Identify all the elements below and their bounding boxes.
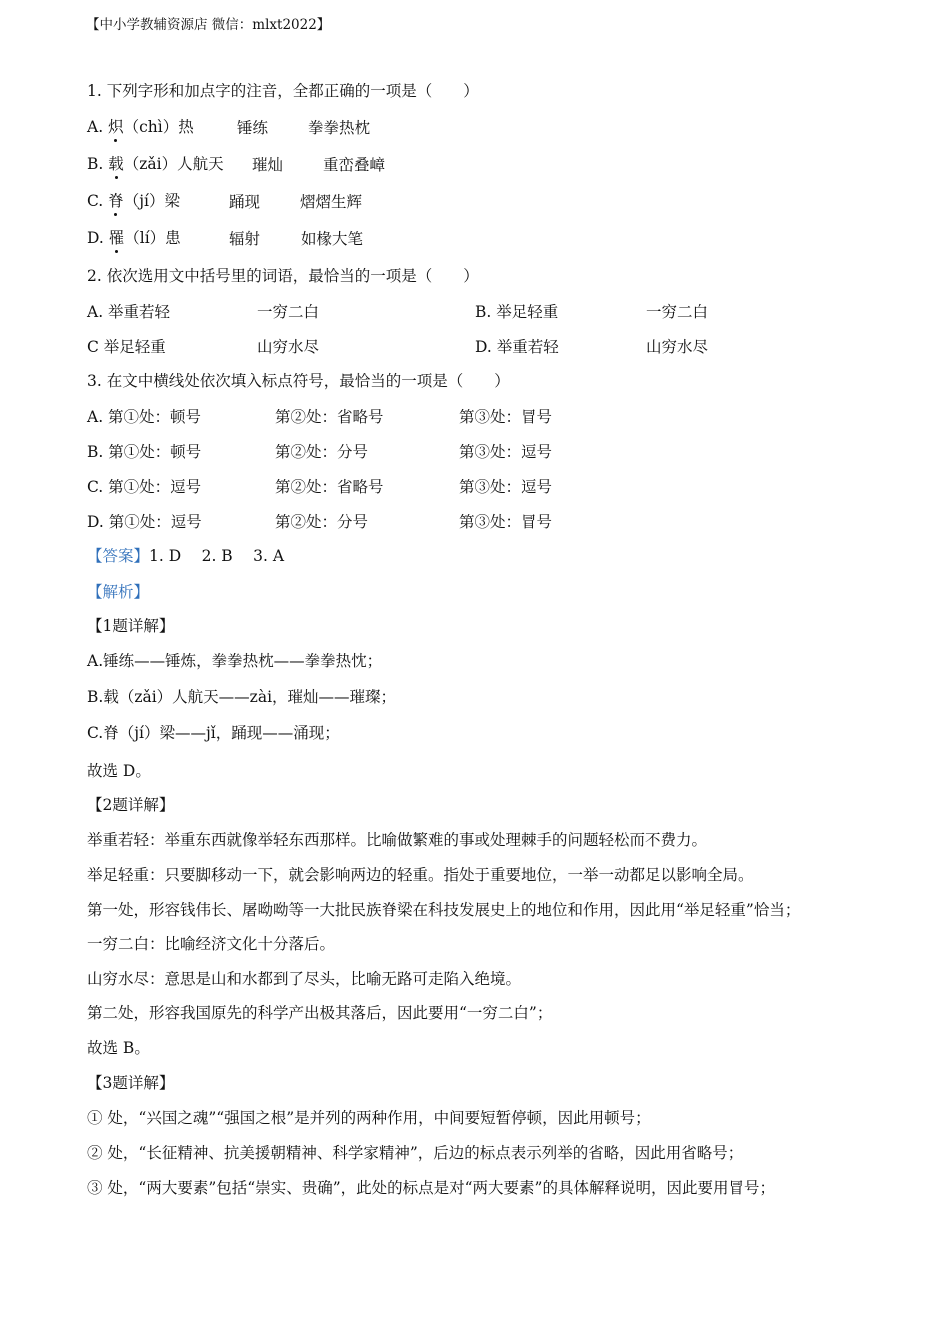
q1-c-word-3: 熠熠生辉 bbox=[300, 193, 363, 211]
q1-a-word-2: 锤练 bbox=[237, 119, 269, 137]
pinyin: （chì）热 bbox=[123, 118, 194, 136]
detail-2-line: 举重若轻：举重东西就像举轻东西那样。比喻做繁难的事或处理棘手的问题轻松而不费力。 bbox=[87, 831, 708, 849]
q2-option-a-word-2: 一穷二白 bbox=[257, 303, 320, 321]
question-2-stem: 2. 依次选用文中括号里的词语，最恰当的一项是（ ） bbox=[87, 267, 479, 285]
q3-option-d-part-2: 第②处：分号 bbox=[275, 513, 369, 531]
q1-option-d bbox=[87, 227, 181, 249]
q1-d-word-2: 辐射 bbox=[229, 230, 261, 248]
detail-2-line: 一穷二白：比喻经济文化十分落后。 bbox=[87, 935, 336, 953]
q2-option-a-word-1: A. 举重若轻 bbox=[87, 303, 171, 321]
q3-option-d-part-3: 第③处：冒号 bbox=[459, 513, 553, 531]
option-letter: A. bbox=[87, 118, 109, 136]
dotted-char: 罹 bbox=[108, 229, 125, 247]
q1-b-word-2: 璀灿 bbox=[252, 156, 284, 174]
q3-option-d-part-1: D. 第①处：逗号 bbox=[87, 513, 202, 531]
answer-label: 【答案】 bbox=[87, 547, 150, 565]
dotted-char: 载 bbox=[108, 155, 124, 173]
option-letter: C. bbox=[87, 192, 109, 210]
q3-option-a-part-2: 第②处：省略号 bbox=[275, 408, 384, 426]
page-header: 【中小学教辅资源店 微信：mlxt2022】 bbox=[86, 17, 331, 33]
detail-2-conclusion: 故选 B。 bbox=[87, 1039, 150, 1057]
q3-option-c-part-3: 第③处：逗号 bbox=[459, 478, 553, 496]
q1-option-b bbox=[87, 153, 224, 175]
q2-option-b-word-2: 一穷二白 bbox=[646, 303, 709, 321]
pinyin: （zǎi）人航天 bbox=[123, 155, 224, 173]
answer-line bbox=[87, 545, 284, 567]
q3-option-a-part-3: 第③处：冒号 bbox=[459, 408, 553, 426]
question-1-stem: 1. 下列字形和加点字的注音，全都正确的一项是（ ） bbox=[87, 82, 479, 100]
q3-option-a-part-1: A. 第①处：顿号 bbox=[87, 408, 202, 426]
q1-option-c bbox=[87, 190, 180, 212]
dotted-char: 炽 bbox=[108, 118, 124, 136]
detail-1-line: B.载（zǎi）人航天——zài，璀灿——璀璨； bbox=[87, 688, 397, 706]
q3-option-b-part-3: 第③处：逗号 bbox=[459, 443, 553, 461]
detail-3-line: ① 处，“兴国之魂”“强国之根”是并列的两种作用，中间要短暂停顿，因此用顿号； bbox=[87, 1109, 651, 1127]
q2-option-d-word-1: D. 举重若轻 bbox=[475, 338, 559, 356]
q1-d-word-3: 如椽大笔 bbox=[301, 230, 364, 248]
q2-option-d-word-2: 山穷水尽 bbox=[646, 338, 709, 356]
q2-option-c-word-2: 山穷水尽 bbox=[257, 338, 320, 356]
q1-option-a bbox=[87, 116, 194, 138]
detail-2-line: 山穷水尽：意思是山和水都到了尽头，比喻无路可走陷入绝境。 bbox=[87, 970, 522, 988]
analysis-label: 【解析】 bbox=[87, 583, 150, 601]
q1-b-word-3: 重峦叠嶂 bbox=[323, 156, 386, 174]
q3-option-b-part-1: B. 第①处：顿号 bbox=[87, 443, 202, 461]
q3-option-b-part-2: 第②处：分号 bbox=[275, 443, 369, 461]
detail-1-line: C.脊（jí）梁——jǐ，踊现——涌现； bbox=[87, 724, 340, 742]
question-3-stem: 3. 在文中横线处依次填入标点符号，最恰当的一项是（ ） bbox=[87, 372, 510, 390]
option-letter: B. bbox=[87, 155, 109, 173]
detail-2-title: 【2题详解】 bbox=[87, 796, 175, 814]
detail-1-conclusion: 故选 D。 bbox=[87, 762, 151, 780]
q3-option-c-part-1: C. 第①处：逗号 bbox=[87, 478, 202, 496]
q1-c-word-2: 踊现 bbox=[229, 193, 261, 211]
pinyin: （jí）梁 bbox=[123, 192, 180, 210]
q3-option-c-part-2: 第②处：省略号 bbox=[275, 478, 384, 496]
answer-text: 1. D 2. B 3. A bbox=[149, 547, 285, 565]
detail-2-line: 举足轻重：只要脚移动一下，就会影响两边的轻重。指处于重要地位，一举一动都足以影响全局。 bbox=[87, 866, 754, 884]
option-letter: D. bbox=[87, 229, 109, 247]
detail-3-line: ② 处，“长征精神、抗美援朝精神、科学家精神”，后边的标点表示列举的省略，因此用省略号； bbox=[87, 1144, 744, 1162]
detail-1-title: 【1题详解】 bbox=[87, 617, 175, 635]
q2-option-b-word-1: B. 举足轻重 bbox=[475, 303, 559, 321]
q1-a-word-3: 拳拳热枕 bbox=[308, 119, 371, 137]
detail-1-line: A.锤练——锤炼，拳拳热枕——拳拳热忱； bbox=[87, 652, 383, 670]
detail-3-line: ③ 处，“两大要素”包括“崇实、贵确”，此处的标点是对“两大要素”的具体解释说明，因此要用冒号； bbox=[87, 1179, 775, 1197]
detail-3-title: 【3题详解】 bbox=[87, 1074, 175, 1092]
detail-2-line: 第一处，形容钱伟长、屠呦呦等一大批民族脊梁在科技发展史上的地位和作用，因此用“举足轻重”恰当； bbox=[87, 901, 801, 919]
dotted-char: 脊 bbox=[108, 192, 124, 210]
pinyin: （lí）患 bbox=[124, 229, 181, 247]
detail-2-line: 第二处，形容我国原先的科学产出极其落后，因此要用“一穷二白”； bbox=[87, 1004, 553, 1022]
q2-option-c-word-1: C 举足轻重 bbox=[87, 338, 166, 356]
